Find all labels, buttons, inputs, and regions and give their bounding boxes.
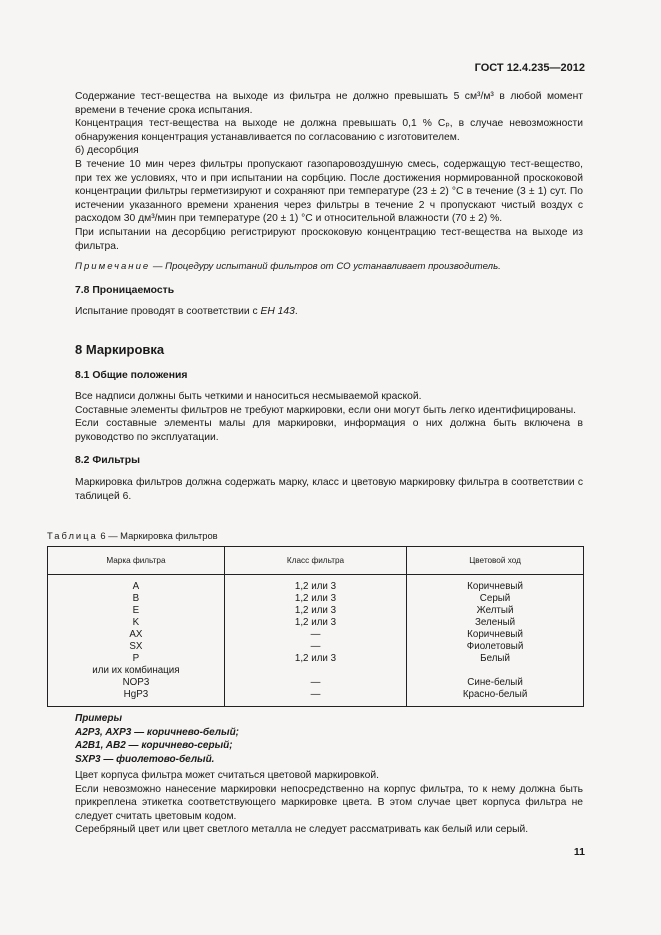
text: . <box>294 306 298 318</box>
paragraph: Концентрация тест-вещества на выходе не должна превышать 0,1 % Сₚ, в случае невозможности обнаружения концентрация устанавливается по согласованию с изготовителем. <box>75 118 583 143</box>
table-cell: 1,2 или 3 <box>224 617 406 629</box>
table-cell: — <box>224 677 406 689</box>
standard-reference: ЕН 143 <box>260 306 295 318</box>
table-cell: E <box>48 605 225 617</box>
marking-table <box>47 546 584 707</box>
table-header-row <box>48 547 584 575</box>
examples-title: Примеры <box>75 713 123 724</box>
table-cell: или их комбинация <box>48 665 225 677</box>
table-row <box>48 689 584 707</box>
table-row <box>48 629 584 641</box>
paragraph <box>75 305 583 319</box>
table-cell: Коричневый <box>407 581 584 593</box>
table-row <box>48 665 584 677</box>
paragraph: Если составные элементы малы для маркировки, информация о них должна быть включена в руководство по эксплуатации. <box>75 418 583 443</box>
example-line: A2P3, AXP3 — коричнево-белый; <box>75 726 240 738</box>
table-cell: P <box>48 653 225 665</box>
table-row <box>48 641 584 653</box>
note-label: Примечание <box>75 261 151 273</box>
table-row <box>48 677 584 689</box>
table-cell: Коричневый <box>407 629 584 641</box>
paragraph: б) десорбция <box>75 145 139 157</box>
table-cell: Сине-белый <box>407 677 584 689</box>
table-cell: Серый <box>407 593 584 605</box>
table-cell <box>224 665 406 677</box>
text: Содержание тест-вещества на выходе из фильтра не должно превышать 5 см³/м³ в любой момент времени в течение срока испытания. <box>75 91 583 116</box>
examples-block <box>75 712 583 766</box>
column-header: Марка фильтра <box>48 547 225 575</box>
example-line: A2B1, AB2 — коричнево-серый; <box>75 740 233 752</box>
table-cell: B <box>48 593 225 605</box>
table-cell: — <box>224 629 406 641</box>
example-line: SXP3 — фиолетово-белый. <box>75 753 215 765</box>
table-cell: Фиолетовый <box>407 641 584 653</box>
closing-text <box>75 769 583 837</box>
table-row <box>48 617 584 629</box>
note-text: — Процедуру испытаний фильтров от СО устанавливает производитель. <box>150 261 501 273</box>
column-header: Класс фильтра <box>224 547 406 575</box>
table-cell: HgP3 <box>48 689 225 707</box>
table-cell: 1,2 или 3 <box>224 581 406 593</box>
paragraph: Составные элементы фильтров не требуют маркировки, если они могут быть легко идентифицированы. <box>75 404 576 416</box>
section-heading-7-8: 7.8 Проницаемость <box>75 284 175 296</box>
table-cell: 1,2 или 3 <box>224 593 406 605</box>
table-caption-label: Таблица <box>47 530 98 541</box>
table-row <box>48 605 584 617</box>
main-text <box>75 90 583 503</box>
table-cell: AX <box>48 629 225 641</box>
paragraph: Маркировка фильтров должна содержать марку, класс и цветовую маркировку фильтра в соответствии с таблицей 6. <box>75 477 583 502</box>
section-heading-8: 8 Маркировка <box>75 341 165 357</box>
table-cell <box>407 665 584 677</box>
table-caption-text: 6 — Маркировка фильтров <box>97 530 218 541</box>
table-row <box>48 581 584 593</box>
page-number: 11 <box>573 846 585 858</box>
paragraph: Цвет корпуса фильтра может считаться цветовой маркировкой. <box>75 770 379 781</box>
paragraph: Серебряный цвет или цвет светлого металла не следует рассматривать как белый или серый. <box>75 824 529 836</box>
table-row <box>48 653 584 665</box>
table-cell: SX <box>48 641 225 653</box>
table-cell: NOP3 <box>48 677 225 689</box>
text: Испытание проводят в соответствии с <box>75 306 261 318</box>
table-row <box>48 593 584 605</box>
section-heading-8-1: 8.1 Общие положения <box>75 369 188 381</box>
table-cell: Красно-белый <box>407 689 584 707</box>
table-cell: A <box>48 581 225 593</box>
paragraph <box>75 90 583 117</box>
table-cell: 1,2 или 3 <box>224 653 406 665</box>
table-cell: K <box>48 617 225 629</box>
table-cell: — <box>224 641 406 653</box>
column-header: Цветовой ход <box>407 547 584 575</box>
paragraph: При испытании на десорбцию регистрируют проскоковую концентрацию тест-вещества на выходе из фильтра. <box>75 226 583 252</box>
section-heading-8-2: 8.2 Фильтры <box>75 455 140 467</box>
paragraph: В течение 10 мин через фильтры пропускают газопаровоздушную смесь, содержащую тест-вещество, при тех же условиях, что и при испытании на сорбцию. После достижения нормированной проскоковой концентрации фильтры герметизируют и сохраняют при температуре (23 ± 2) °С в течение (3 ± 1) сут. По истечении указанного времени хранения через фильтры в течение 2 ч пропускают чистый воздух с расходом 30 дм³/мин при температуре (20 ± 1) °С и относительной влажности (70 ± 2) %. <box>75 158 583 225</box>
table-cell: Зеленый <box>407 617 584 629</box>
table-cell: 1,2 или 3 <box>224 605 406 617</box>
table-cell: Желтый <box>407 605 584 617</box>
table-caption <box>47 530 218 541</box>
paragraph: Все надписи должны быть четкими и наноситься несмываемой краской. <box>75 391 422 403</box>
standard-code: ГОСТ 12.4.235—2012 <box>474 62 585 74</box>
table-cell: — <box>224 689 406 707</box>
note <box>75 260 583 274</box>
paragraph: Если невозможно нанесение маркировки непосредственно на корпус фильтра, то к нему должна быть прикреплена этикетка соответствующего маркировке цвета. В этом случае цвет корпуса фильтра не следует считать цветовым кодом. <box>75 783 583 822</box>
table-cell: Белый <box>407 653 584 665</box>
